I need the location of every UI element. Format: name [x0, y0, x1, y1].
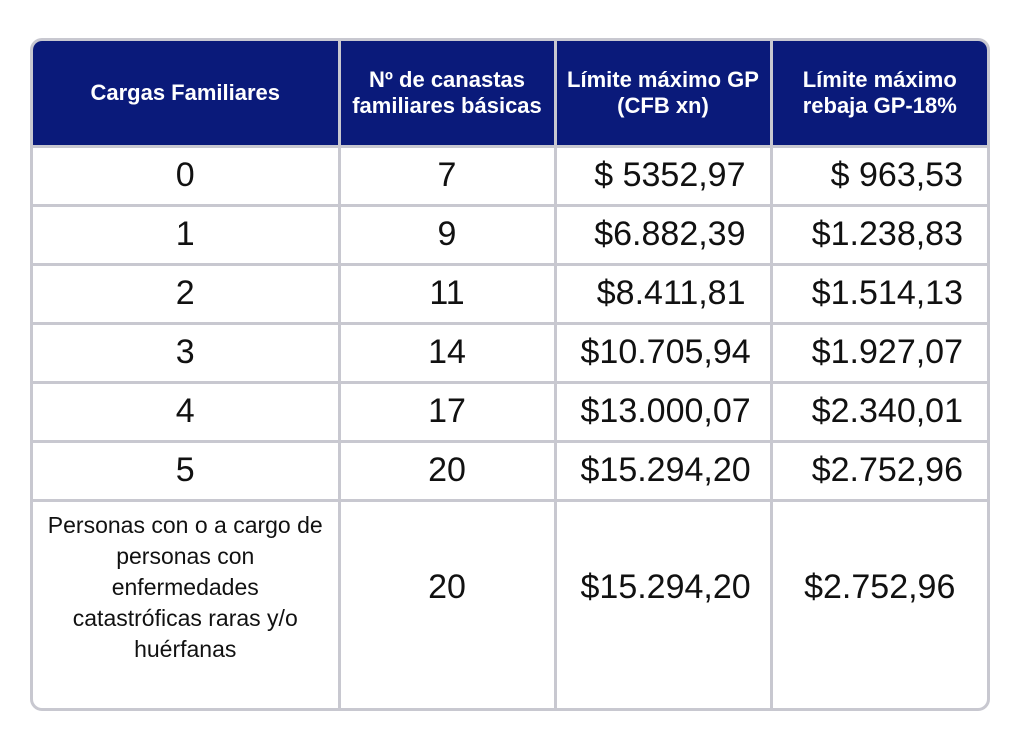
cell-rebaja: $1.927,07: [771, 323, 987, 382]
cell-rebaja: $1.514,13: [771, 264, 987, 323]
cell-canastas: 7: [339, 146, 555, 205]
cell-cargas: 0: [33, 146, 339, 205]
header-limite-rebaja: Límite máximo rebaja GP-18%: [771, 41, 987, 146]
cell-canastas: 20: [339, 500, 555, 708]
cell-canastas: 9: [339, 205, 555, 264]
cell-limite-gp: $15.294,20: [555, 441, 771, 500]
cell-rebaja: $2.752,96: [771, 441, 987, 500]
limits-table-container: [30, 38, 990, 711]
table-row: [33, 500, 987, 708]
cell-limite-gp: $6.882,39: [555, 205, 771, 264]
table-header-row: [33, 41, 987, 146]
header-cargas-familiares: Cargas Familiares: [33, 41, 339, 146]
header-limite-gp: Límite máximo GP (CFB xn): [555, 41, 771, 146]
cell-limite-gp: $15.294,20: [555, 500, 771, 708]
table-row: [33, 264, 987, 323]
cell-cargas: 5: [33, 441, 339, 500]
cell-limite-gp: $ 5352,97: [555, 146, 771, 205]
header-numero-canastas: Nº de canastas familiares básicas: [339, 41, 555, 146]
table-row: [33, 382, 987, 441]
cell-canastas: 17: [339, 382, 555, 441]
cell-limite-gp: $10.705,94: [555, 323, 771, 382]
cell-cargas: 1: [33, 205, 339, 264]
cell-canastas: 11: [339, 264, 555, 323]
cell-cargas: 2: [33, 264, 339, 323]
cell-cargas-description: Personas con o a cargo de personas con enfermedades catastróficas raras y/o huérfanas: [33, 500, 339, 708]
cell-limite-gp: $8.411,81: [555, 264, 771, 323]
table-row: [33, 205, 987, 264]
cell-rebaja: $1.238,83: [771, 205, 987, 264]
cell-cargas: 4: [33, 382, 339, 441]
table-row: [33, 146, 987, 205]
cell-cargas: 3: [33, 323, 339, 382]
cell-rebaja: $2.340,01: [771, 382, 987, 441]
cell-canastas: 14: [339, 323, 555, 382]
cell-rebaja: $ 963,53: [771, 146, 987, 205]
cell-canastas: 20: [339, 441, 555, 500]
cell-limite-gp: $13.000,07: [555, 382, 771, 441]
limits-table: [33, 41, 987, 708]
table-row: [33, 441, 987, 500]
table-row: [33, 323, 987, 382]
cell-rebaja: $2.752,96: [771, 500, 987, 708]
